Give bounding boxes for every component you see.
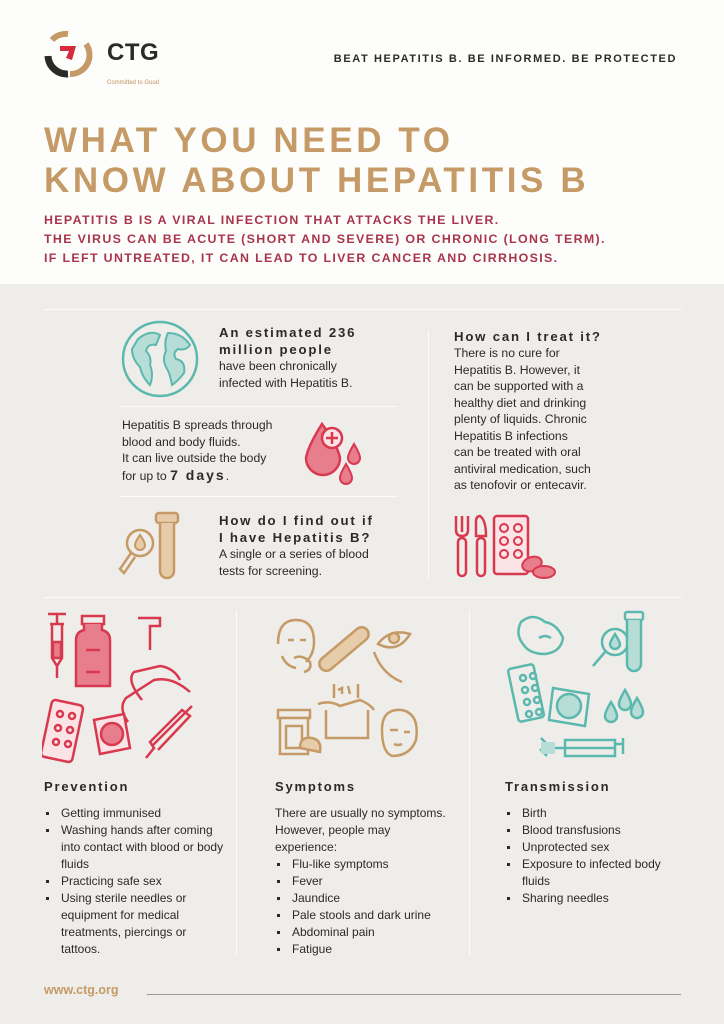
transmission-list <box>505 805 665 907</box>
divider <box>44 597 682 598</box>
diet-medication-icon <box>452 512 560 580</box>
blood-drop-icon <box>300 420 370 490</box>
divider <box>428 330 429 578</box>
transmission-title: Transmission <box>505 779 611 794</box>
prevention-icons <box>42 610 202 770</box>
list-item: Blood transfusions <box>505 822 665 839</box>
list-item: Getting immunised <box>44 805 224 822</box>
symptoms-title: Symptoms <box>275 779 356 794</box>
ctg-logo[interactable] <box>42 30 172 90</box>
list-item: Birth <box>505 805 665 822</box>
list-item: Flu-like symptoms <box>275 856 455 873</box>
divider <box>469 610 470 955</box>
symptoms-list: There are usually no symptoms. However, people may experience: Flu-like symptoms Fever Jaundice Pale stools and dark urine Abdominal pain Fatigue <box>275 805 455 958</box>
prevention-title: Prevention <box>44 779 130 794</box>
divider <box>44 309 682 310</box>
list-item: Fever <box>275 873 455 890</box>
fact-find-out: How do I find out if I have Hepatitis B? A single or a series of blood tests for screening. <box>219 513 374 578</box>
symptoms-icons <box>270 614 430 764</box>
logo-text: CTG <box>107 39 160 66</box>
list-item: Sharing needles <box>505 890 665 907</box>
fact-treat: How can I treat it? There is no cure for Hepatitis B. However, it can be supported with a healthy diet and drinking plenty of liquids. Chronic Hepatitis B infections can be treated with oral antiviral medication, such as tenofovir or entecavir. <box>454 329 602 492</box>
blood-test-icon <box>116 509 184 581</box>
intro-text: HEPATITIS B IS A VIRAL INFECTION THAT ATTACKS THE LIVER. THE VIRUS CAN BE ACUTE (SHORT AND SEVERE) OR CHRONIC (LONG TERM). IF LEFT UNTREATED, IT CAN LEAD TO LIVER CANCER AND CIRRHOSIS. <box>44 213 606 265</box>
list-item: Washing hands after coming into contact with blood or body fluids <box>44 822 224 873</box>
list-item: Fatigue <box>275 941 455 958</box>
list-item: Unprotected sex <box>505 839 665 856</box>
logo-tagline: Committed to Good <box>107 80 160 86</box>
divider <box>236 610 237 955</box>
divider <box>120 406 398 407</box>
list-item: Pale stools and dark urine <box>275 907 455 924</box>
ctg-logo-icon <box>42 30 96 78</box>
list-item: Practicing safe sex <box>44 873 224 890</box>
divider <box>120 496 398 497</box>
campaign-tagline: BEAT HEPATITIS B. BE INFORMED. BE PROTECTED <box>333 53 677 65</box>
fact-estimate: An estimated 236 million people have been chronically infected with Hepatitis B. <box>219 325 357 390</box>
list-item: Jaundice <box>275 890 455 907</box>
transmission-icons <box>505 608 655 758</box>
prevention-list <box>44 805 224 958</box>
list-item: Abdominal pain <box>275 924 455 941</box>
page-title: WHAT YOU NEED TO KNOW ABOUT HEPATITIS B <box>44 121 590 200</box>
website-link[interactable]: www.ctg.org <box>44 983 119 997</box>
list-item: Exposure to infected body fluids <box>505 856 665 890</box>
fact-spread: Hepatitis B spreads through blood and body fluids. It can live outside the body for up to 7 days. <box>122 418 273 483</box>
globe-icon <box>120 319 200 399</box>
footer-divider <box>147 994 681 995</box>
list-item: Using sterile needles or equipment for medical treatments, piercings or tattoos. <box>44 890 224 958</box>
